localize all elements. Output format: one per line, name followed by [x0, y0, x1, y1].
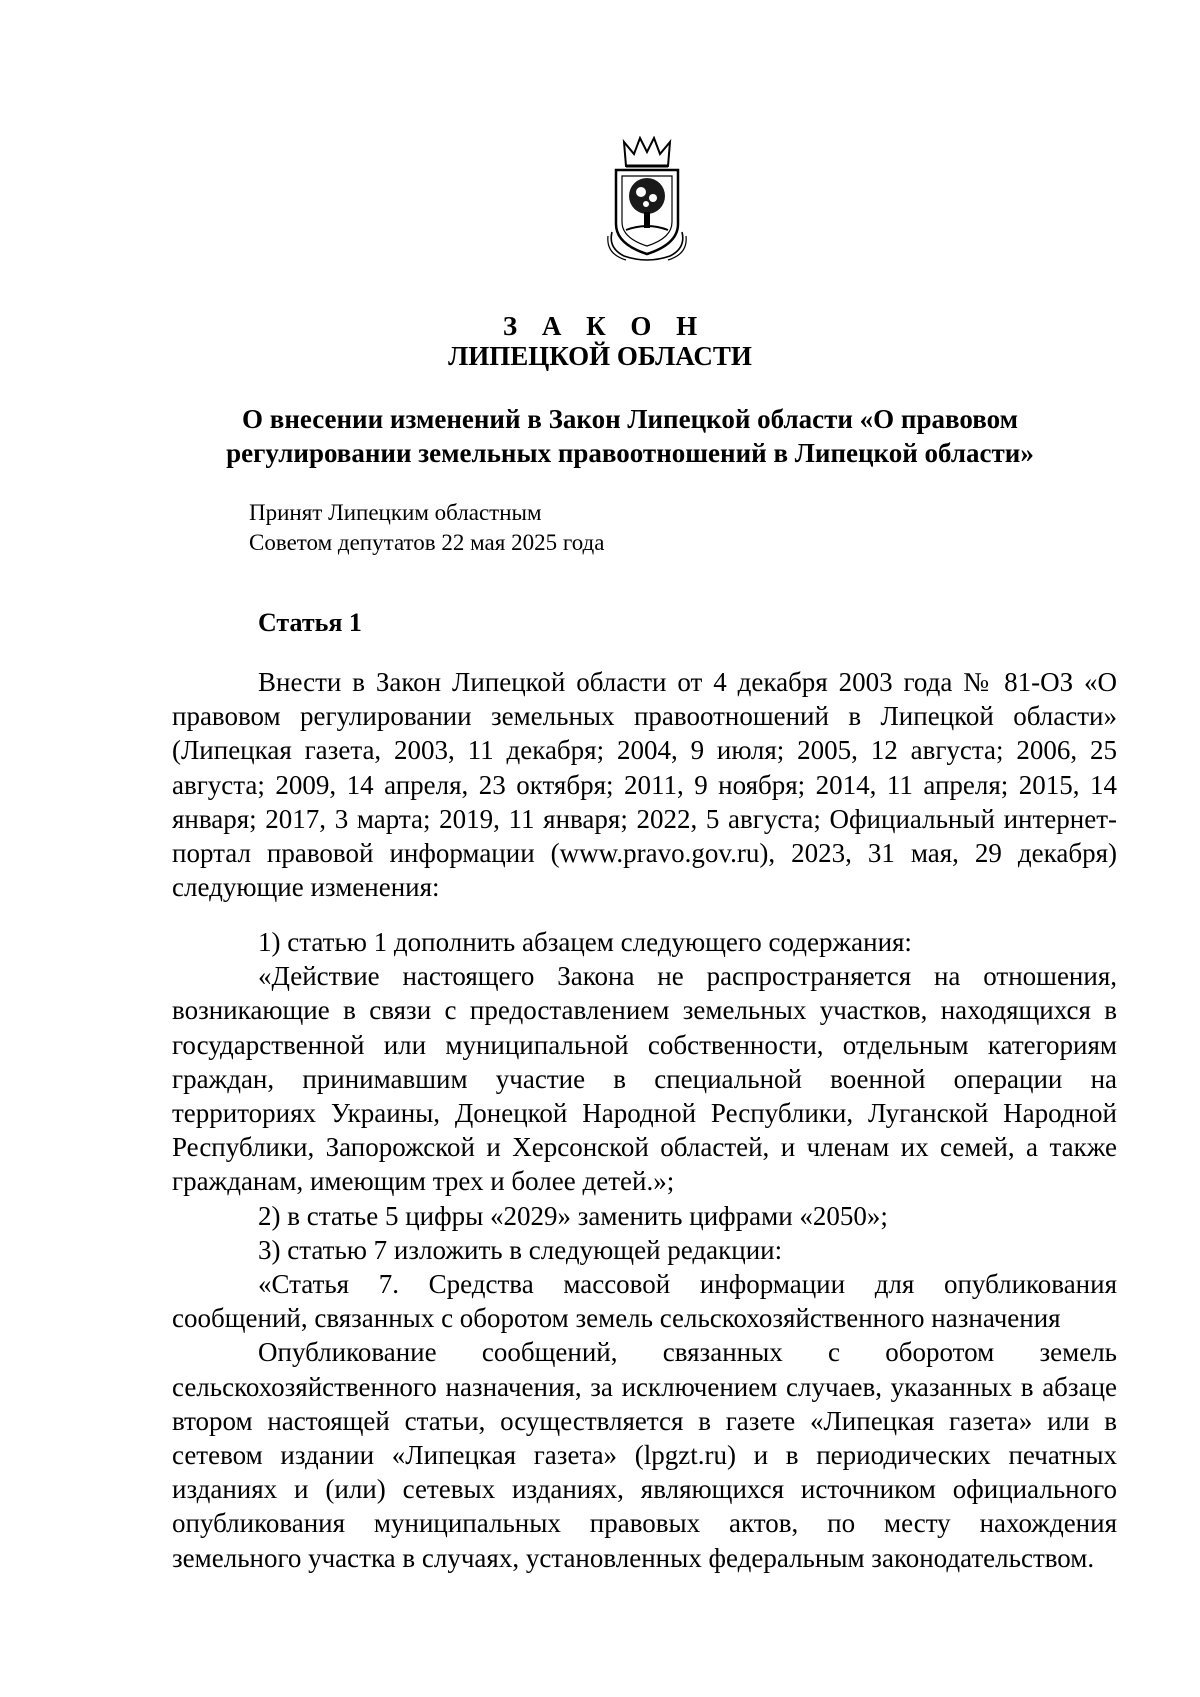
law-subject [170, 402, 1090, 470]
paragraph: «Статья 7. Средства массовой информации для опубликования сообщений, связанных с оборотом земель сельскохозяйственного назначения [172, 1269, 1117, 1334]
paragraph: Внести в Закон Липецкой области от 4 декабря 2003 года № 81-ОЗ «О правовом регулировании земельных правоотношений в Липецкой области» (Липецкая газета, 2003, 11 декабря; 2004, 9 июля; 2005, 12 августа; 2006, 25 августа; 2009, 14 апреля, 23 октября; 2011, 9 ноября; 2014, 11 апреля; 2015, 14 января; 2017, 3 марта; 2019, 11 января; 2022, 5 августа; Официальный интернет-портал правовой информации (www.pravo.gov.ru), 2023, 31 мая, 29 декабря) следующие изменения: [172, 667, 1117, 903]
article-1-intro [172, 665, 1117, 904]
law-subject-line: регулировании земельных правоотношений в Липецкой области» [226, 438, 1034, 468]
law-subject-line: О внесении изменений в Закон Липецкой области «О правовом [242, 404, 1018, 434]
lipetsk-coat-of-arms-icon [604, 136, 690, 264]
article-1-title: Статья 1 [258, 608, 362, 637]
adoption-note [249, 498, 604, 558]
paragraph: «Действие настоящего Закона не распространяется на отношения, возникающие в связи с предоставлением земельных участков, находящихся в государственной или муниципальной собственности, отдельным категориям граждан, принимавшим участие в специальной военной операции на территориях Украины, Донецкой Народной Республики, Луганской Народной Республики, Запорожской и Херсонской областей, и членам их семей, а также гражданам, имеющим трех и более детей.»; [172, 961, 1117, 1197]
law-title: З А К О Н [502, 311, 707, 341]
paragraph: Опубликование сообщений, связанных с оборотом земель сельскохозяйственного назначения, за исключением случаев, указанных в абзаце втором настоящей статьи, осуществляется в газете «Липецкая газета» или в сетевом издании «Липецкая газета» (lpgzt.ru) и в периодических печатных изданиях и (или) сетевых изданиях, являющихся источником официального опубликования муниципальных правовых актов, по месту нахождения земельного участка в случаях, установленных федеральным законодательством. [172, 1337, 1117, 1573]
adoption-note-line: Советом депутатов 22 мая 2025 года [249, 530, 605, 555]
paragraph: 2) в статье 5 цифры «2029» заменить цифрами «2050»; [258, 1200, 888, 1231]
paragraph: 3) статью 7 изложить в следующей редакции: [258, 1234, 783, 1265]
paragraph: 1) статью 1 дополнить абзацем следующего содержания: [258, 927, 912, 957]
law-region: ЛИПЕЦКОЙ ОБЛАСТИ [448, 341, 752, 371]
article-1-amendments [172, 925, 1117, 1575]
adoption-note-line: Принят Липецким областным [249, 500, 542, 525]
